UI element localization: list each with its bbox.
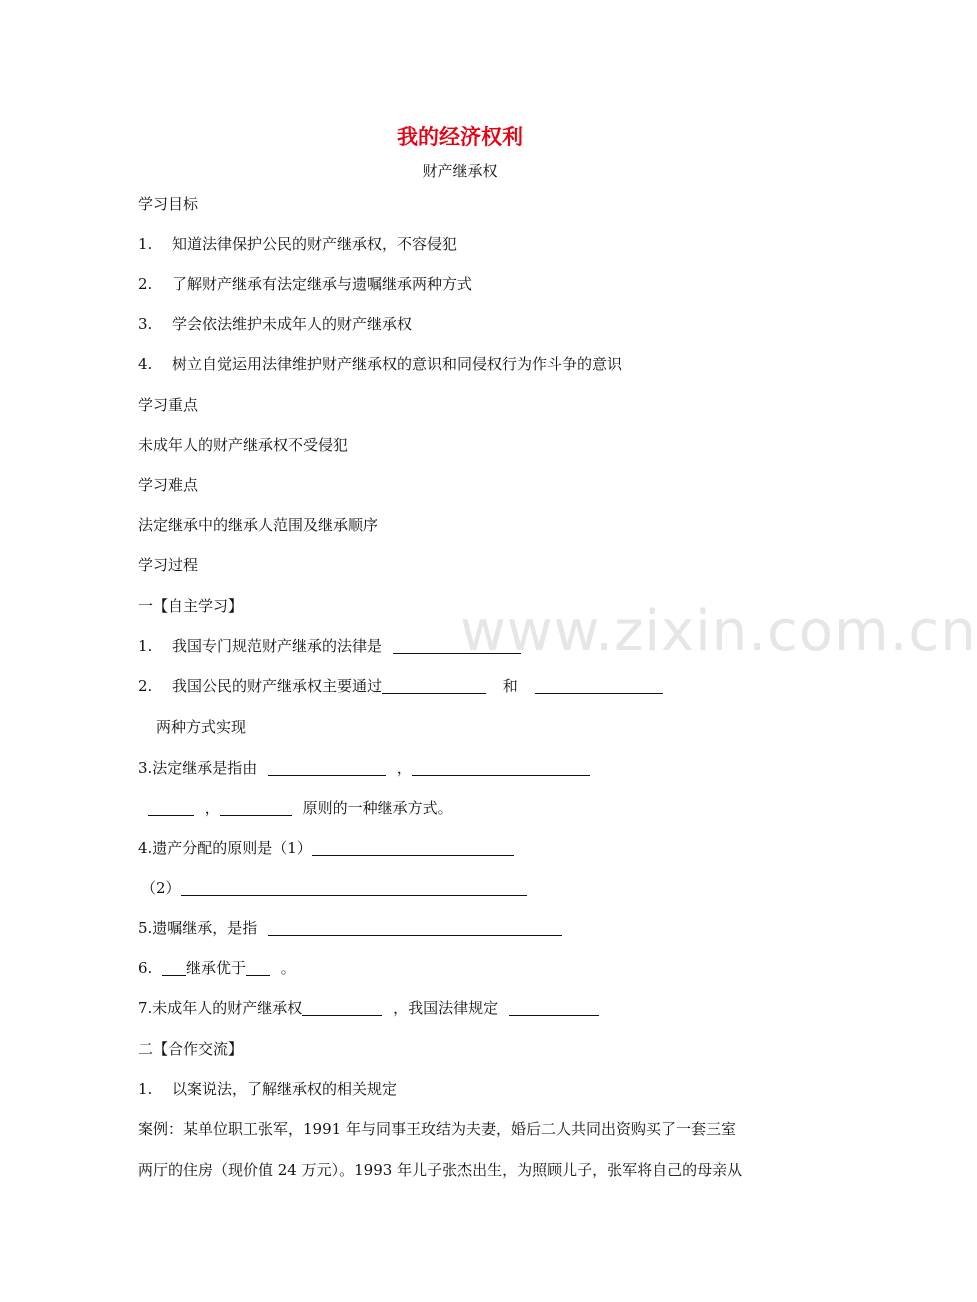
objective-item [138,314,412,334]
question-text: 3.法定继承是指由 [138,759,258,777]
objective-text: 树立自觉运用法律维护财产继承权的意识和同侵权行为作斗争的意识 [172,355,623,373]
answer-blank[interactable] [148,799,194,816]
question-number: 2. [138,677,153,695]
objective-number: 1. [138,235,153,253]
item-number: 1. [138,1080,153,1098]
question-text: 我国公民的财产继承权主要通过 [172,677,383,695]
watermark: www.zixin.com.cn [460,599,977,664]
objective-number: 3. [138,315,153,333]
page-subtitle: 财产继承权 [422,162,498,180]
question-text: 5.遗嘱继承，是指 [138,919,258,937]
objective-number: 4. [138,355,153,373]
objective-item [138,354,622,374]
question-3 [138,758,590,778]
question-7 [138,998,599,1018]
answer-blank[interactable] [268,759,386,776]
answer-blank[interactable] [302,999,382,1016]
case-text-line: 两厅的住房（现价值 24 万元）。1993 年儿子张杰出生，为照顾儿子，张军将自己的母亲从 [138,1161,743,1179]
answer-blank[interactable] [535,677,663,694]
question-4-part2 [141,878,527,898]
difficulty-text: 法定继承中的继承人范围及继承顺序 [138,516,379,534]
question-4 [138,838,514,858]
section2-item-1 [138,1079,397,1099]
answer-blank[interactable] [509,999,599,1016]
objective-item [138,234,457,254]
question-number: 1. [138,637,153,655]
answer-blank[interactable] [181,879,527,896]
objective-text: 知道法律保护公民的财产继承权，不容侵犯 [172,235,458,253]
question-text: 7.未成年人的财产继承权 [138,999,303,1017]
question-3-continuation [148,798,453,818]
question-text: ，我国法律规定 [393,999,499,1017]
connector-text: 和 [502,677,518,695]
case-text-line: 案例：某单位职工张军，1991 年与同事王玫结为夫妻，婚后二人共同出资购买了一套三室 [138,1120,736,1138]
question-number: 6. [138,959,153,977]
answer-blank[interactable] [162,959,186,976]
answer-blank[interactable] [220,799,292,816]
question-2 [138,676,663,696]
page-title: 我的经济权利 [397,125,523,149]
question-6 [138,958,296,978]
item-text: 以案说法，了解继承权的相关规定 [172,1080,398,1098]
objective-text: 了解财产继承有法定继承与遗嘱继承两种方式 [172,275,473,293]
process-heading: 学习过程 [138,556,199,574]
key-point-heading: 学习重点 [138,396,199,414]
answer-blank[interactable] [312,839,514,856]
objective-number: 2. [138,275,153,293]
question-1 [138,636,521,656]
section1-heading: 一【自主学习】 [138,597,244,615]
answer-blank[interactable] [382,677,486,694]
question-text: 继承优于 [186,959,247,977]
difficulty-heading: 学习难点 [138,476,199,494]
question-tail: 。 [280,959,296,977]
answer-blank[interactable] [393,637,521,654]
answer-blank[interactable] [268,919,562,936]
question-text: （2） [141,879,181,897]
question-5 [138,918,562,938]
question-tail: 原则的一种继承方式。 [302,799,453,817]
key-point-text: 未成年人的财产继承权不受侵犯 [138,436,349,454]
separator: ， [204,799,220,817]
separator: ， [396,759,412,777]
objective-text: 学会依法维护未成年人的财产继承权 [172,315,413,333]
objective-item [138,274,472,294]
question-2-continuation: 两种方式实现 [156,718,247,736]
answer-blank[interactable] [246,959,270,976]
answer-blank[interactable] [412,759,590,776]
question-text: 我国专门规范财产继承的法律是 [172,637,383,655]
objectives-heading: 学习目标 [138,195,199,213]
section2-heading: 二【合作交流】 [138,1040,244,1058]
question-text: 4.遗产分配的原则是（1） [138,839,312,857]
